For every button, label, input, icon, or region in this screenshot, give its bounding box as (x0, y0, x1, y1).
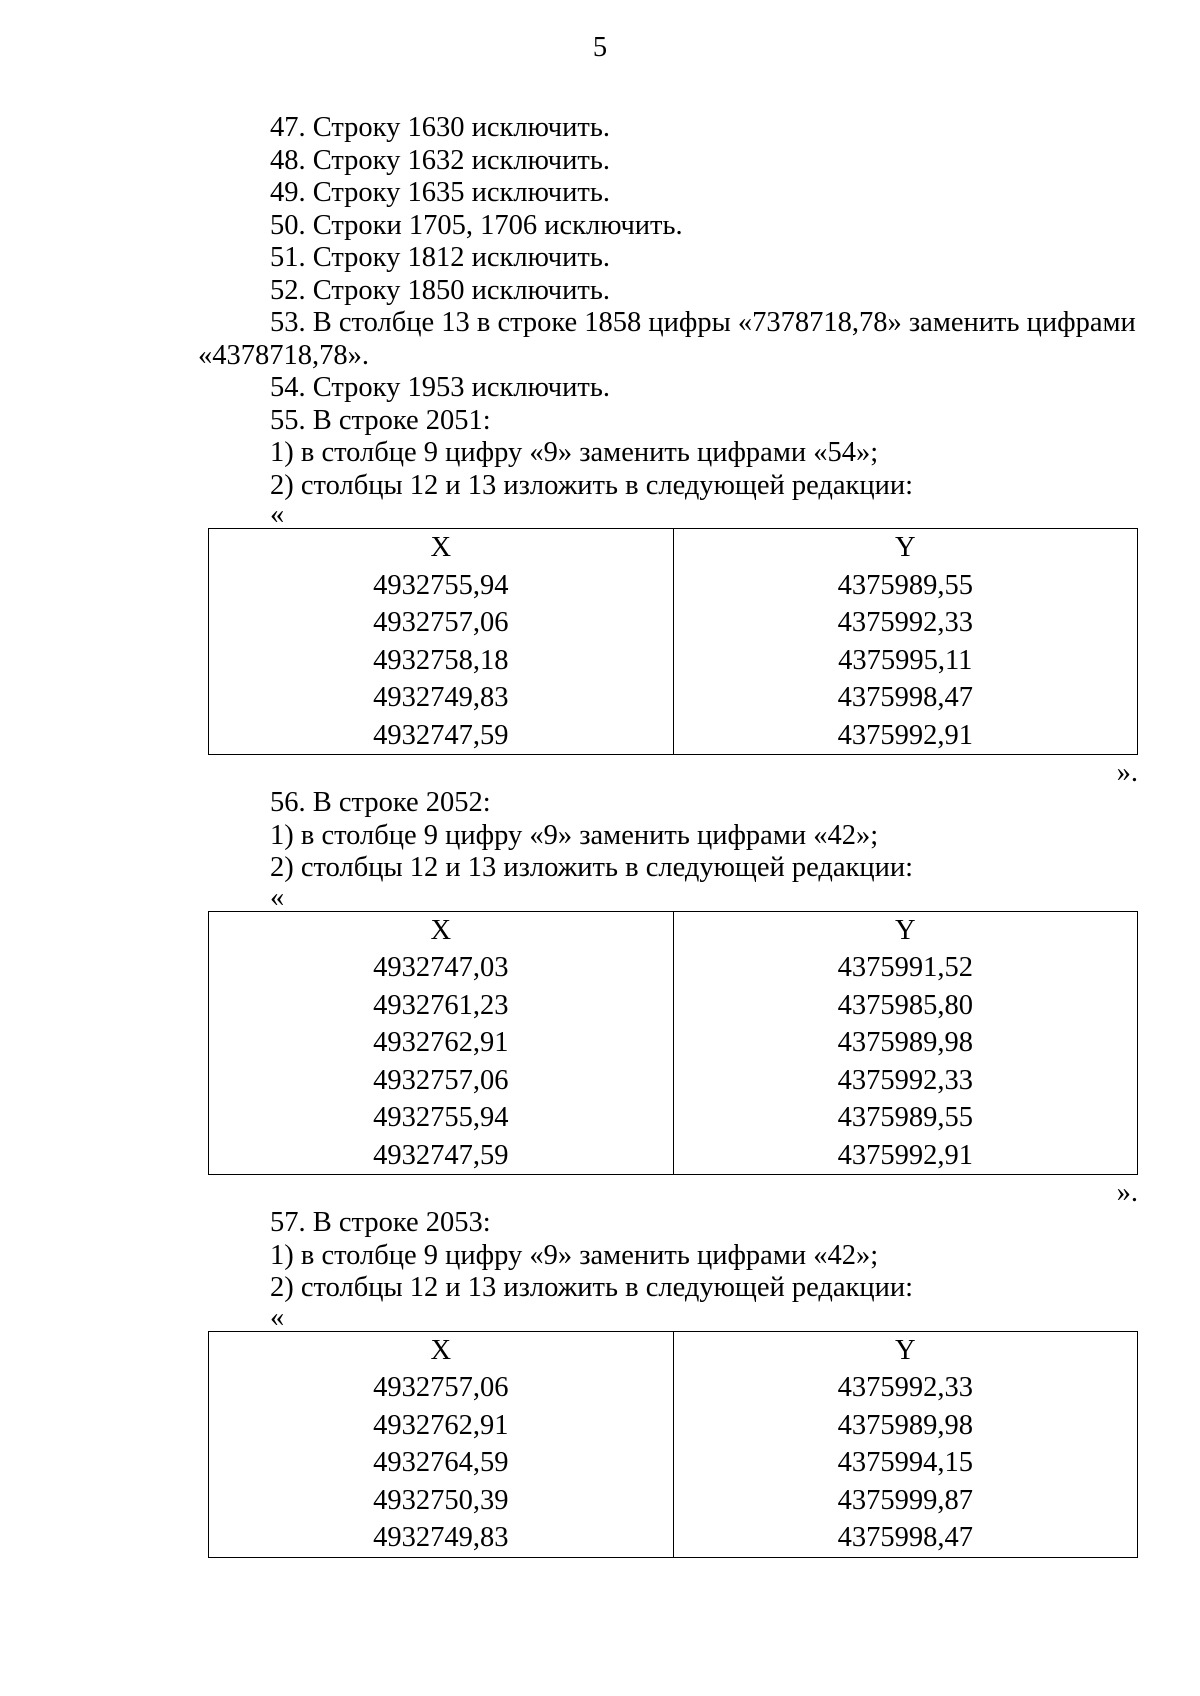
closing-quote: ». (1116, 757, 1138, 788)
column-header-x: X (209, 1331, 674, 1369)
table-header-row (209, 911, 1138, 949)
x-value: 4932762,91 (209, 1407, 674, 1445)
x-value: 4932764,59 (209, 1444, 674, 1482)
coordinates-table-2052 (208, 911, 1138, 1176)
coordinates-table-2053 (208, 1331, 1138, 1558)
table-row (209, 1482, 1138, 1520)
item-52: 52. Строку 1850 исключить. (270, 274, 610, 306)
y-value: 4375992,91 (673, 1137, 1138, 1175)
y-value: 4375992,91 (673, 717, 1138, 755)
section-heading: 57. В строке 2053: (270, 1207, 491, 1238)
x-value: 4932758,18 (209, 642, 674, 680)
item-48: 48. Строку 1632 исключить. (270, 144, 610, 176)
table-row (209, 1519, 1138, 1557)
item-53-line2: «4378718,78». (198, 339, 369, 371)
column-header-y: Y (673, 911, 1138, 949)
x-value: 4932755,94 (209, 567, 674, 605)
closing-quote: ». (1116, 1177, 1138, 1208)
section-subitem-2: 2) столбцы 12 и 13 изложить в следующей редакции: (270, 1272, 914, 1303)
section-subitem-2: 2) столбцы 12 и 13 изложить в следующей редакции: (270, 852, 914, 883)
y-value: 4375994,15 (673, 1444, 1138, 1482)
section-subitem-1: 1) в столбце 9 цифру «9» заменить цифрами «42»; (270, 1239, 879, 1271)
item-49: 49. Строку 1635 исключить. (270, 177, 610, 208)
section-subitem-1: 1) в столбце 9 цифру «9» заменить цифрами «54»; (270, 437, 879, 468)
table-row (209, 1444, 1138, 1482)
table-row (209, 604, 1138, 642)
document-body (198, 112, 1158, 1558)
y-value: 4375992,33 (673, 604, 1138, 642)
section-heading: 56. В строке 2052: (270, 787, 491, 818)
y-value: 4375998,47 (673, 1519, 1138, 1557)
table-row (209, 1407, 1138, 1445)
item-47: 47. Строку 1630 исключить. (270, 112, 610, 143)
x-value: 4932755,94 (209, 1099, 674, 1137)
page-number: 5 (592, 32, 608, 63)
x-value: 4932749,83 (209, 1519, 674, 1557)
opening-quote: « (270, 499, 285, 530)
section-subitem-2: 2) столбцы 12 и 13 изложить в следующей редакции: (270, 469, 914, 501)
opening-quote: « (270, 881, 285, 913)
section-57 (198, 1207, 1158, 1558)
coordinates-table-2051 (208, 528, 1138, 755)
x-value: 4932757,06 (209, 604, 674, 642)
x-value: 4932747,59 (209, 717, 674, 755)
table-row (209, 1099, 1138, 1137)
x-value: 4932761,23 (209, 987, 674, 1025)
x-value: 4932762,91 (209, 1024, 674, 1062)
x-value: 4932747,59 (209, 1137, 674, 1175)
table-row (209, 1137, 1138, 1175)
section-56 (198, 787, 1158, 1207)
item-50: 50. Строки 1705, 1706 исключить. (270, 209, 683, 241)
table-row (209, 679, 1138, 717)
item-53-line1: 53. В столбце 13 в строке 1858 цифры «7378718,78» заменить цифрами (270, 307, 1136, 338)
y-value: 4375989,98 (673, 1024, 1138, 1062)
x-value: 4932757,06 (209, 1062, 674, 1100)
column-header-y: Y (673, 529, 1138, 567)
table-header-row (209, 1331, 1138, 1369)
table-header-row (209, 529, 1138, 567)
y-value: 4375985,80 (673, 987, 1138, 1025)
y-value: 4375995,11 (673, 642, 1138, 680)
table-row (209, 949, 1138, 987)
column-header-y: Y (673, 1331, 1138, 1369)
item-54: 54. Строку 1953 исключить. (270, 372, 610, 403)
y-value: 4375992,33 (673, 1062, 1138, 1100)
x-value: 4932749,83 (209, 679, 674, 717)
table-row (209, 567, 1138, 605)
y-value: 4375989,98 (673, 1407, 1138, 1445)
table-row (209, 1369, 1138, 1407)
opening-quote: « (270, 1301, 285, 1333)
section-heading: 55. В строке 2051: (270, 404, 491, 436)
column-header-x: X (209, 911, 674, 949)
table-row (209, 1062, 1138, 1100)
y-value: 4375991,52 (673, 949, 1138, 987)
section-subitem-1: 1) в столбце 9 цифру «9» заменить цифрами «42»; (270, 819, 879, 851)
table-row (209, 1024, 1138, 1062)
y-value: 4375992,33 (673, 1369, 1138, 1407)
y-value: 4375989,55 (673, 567, 1138, 605)
y-value: 4375999,87 (673, 1482, 1138, 1520)
y-value: 4375998,47 (673, 679, 1138, 717)
x-value: 4932757,06 (209, 1369, 674, 1407)
section-55 (198, 405, 1158, 788)
column-header-x: X (209, 529, 674, 567)
x-value: 4932750,39 (209, 1482, 674, 1520)
table-row (209, 987, 1138, 1025)
y-value: 4375989,55 (673, 1099, 1138, 1137)
table-row (209, 642, 1138, 680)
x-value: 4932747,03 (209, 949, 674, 987)
item-51: 51. Строку 1812 исключить. (270, 242, 610, 273)
table-row (209, 717, 1138, 755)
